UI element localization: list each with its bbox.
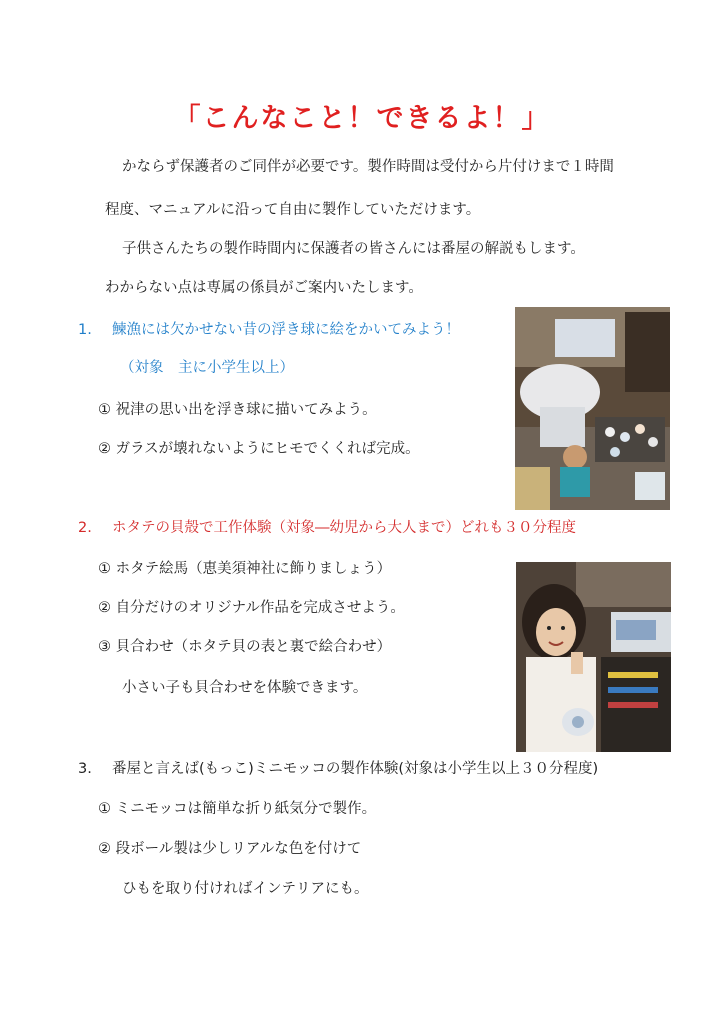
section2-item-1: ① ホタテ絵馬（恵美須神社に飾りましょう） — [98, 561, 392, 577]
intro-line-2: 程度、マニュアルに沿って自由に製作していただけます。 — [105, 202, 481, 218]
section3-item-3: ひもを取り付ければインテリアにも。 — [122, 881, 369, 897]
section1-heading-text: 鰊漁には欠かせない昔の浮き球に絵をかいてみよう！ — [112, 322, 460, 338]
section2-item-3: ③ 貝合わせ（ホタテ貝の表と裏で絵合わせ） — [98, 639, 392, 655]
section2-item-2: ② 自分だけのオリジナル作品を完成させよう。 — [98, 600, 405, 616]
section1-item-2: ② ガラスが壊れないようにヒモでくくれば完成。 — [98, 441, 420, 457]
section3-item-2: ② 段ボール製は少しリアルな色を付けて — [98, 841, 362, 857]
photo-float-ball-painting — [515, 307, 670, 510]
section3-number: 3. — [78, 761, 92, 777]
section3-item-1: ① ミニモッコは簡単な折り紙気分で製作。 — [98, 801, 377, 817]
section3-heading-text: 番屋と言えば(もっこ)ミニモッコの製作体験(対象は小学生以上３０分程度) — [112, 761, 599, 777]
section2-heading — [78, 518, 576, 538]
intro-line-1: かならず保護者のご同伴が必要です。製作時間は受付から片付けまで１時間 — [122, 159, 614, 175]
section3-heading — [78, 759, 598, 779]
intro-line-4: わからない点は専属の係員がご案内いたします。 — [105, 280, 423, 296]
page-title: 「こんなこと！できるよ！」 — [173, 103, 551, 134]
section1-item-1: ① 祝津の思い出を浮き球に描いてみよう。 — [98, 402, 377, 418]
section2-item-4: 小さい子も貝合わせを体験できます。 — [122, 680, 368, 696]
intro-line-3: 子供さんたちの製作時間内に保護者の皆さんには番屋の解説もします。 — [122, 241, 585, 257]
section1-target: （対象 主に小学生以上） — [120, 360, 294, 376]
section2-number: 2. — [78, 520, 92, 536]
photo-child-scallop-craft — [516, 562, 671, 752]
section1-number: 1. — [78, 322, 92, 338]
section1-heading — [78, 320, 460, 340]
section2-heading-text: ホタテの貝殻で工作体験（対象―幼児から大人まで）どれも３０分程度 — [112, 520, 576, 536]
